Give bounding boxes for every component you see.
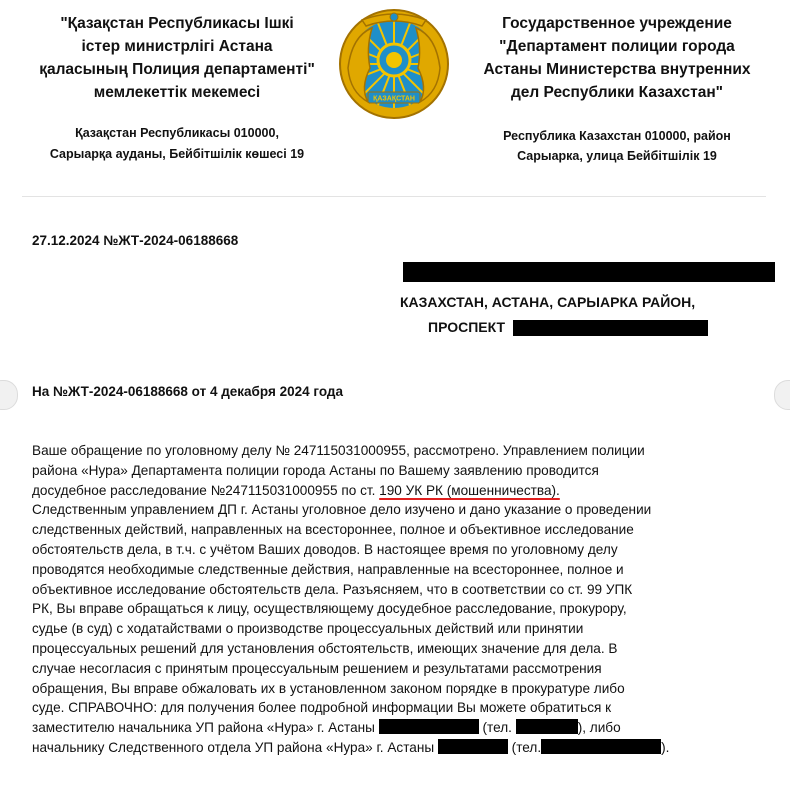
header-russian-line: Астаны Министерства внутренних xyxy=(483,61,751,78)
header-kazakh-line: "Қазақстан Республикасы Ішкі xyxy=(60,15,294,32)
body-line: объективное исследование обстоятельств дела. Разъясняем, что в соответствии со ст. 99 УПК xyxy=(32,581,633,597)
body-text: ). xyxy=(661,739,670,755)
header-kazakh-line: мемлекеттік мекемесі xyxy=(93,84,261,101)
recipient-address-line: КАЗАХСТАН, АСТАНА, САРЫАРКА РАЙОН, xyxy=(400,294,696,310)
state-emblem-icon xyxy=(338,8,450,120)
header-kazakh-title xyxy=(22,12,332,104)
recipient-street: ПРОСПЕКТ xyxy=(428,319,506,335)
address-line: Республика Казахстан 010000, район xyxy=(503,129,731,143)
body-line: обращения, Вы вправе обжаловать их в установленном законом порядке в прокуратуре либо xyxy=(32,680,625,696)
body-line: района «Нура» Департамента полиции города Астаны по Вашему заявлению проводится xyxy=(32,462,599,478)
header-russian-line: "Департамент полиции города xyxy=(499,38,735,55)
address-line: Сарыарқа ауданы, Бейбітшілік көшесі 19 xyxy=(49,147,305,161)
address-line: Сарыарка, улица Бейбітшілік 19 xyxy=(517,149,717,163)
emblem-inscription: ҚАЗАҚСТАН xyxy=(373,95,415,103)
header-russian-line: дел Республики Казахстан" xyxy=(510,84,724,101)
redacted-deputy-name xyxy=(379,719,479,734)
header-russian-title xyxy=(458,12,776,104)
header-divider xyxy=(22,196,766,197)
address-russian xyxy=(458,126,776,166)
body-line: следственных действий, направленных на всестороннее, полное и объективное исследование xyxy=(32,522,634,538)
header-kazakh-line: қаласының Полиция департаменті" xyxy=(39,61,315,78)
body-line: случае несогласия с принятым процессуальным решением и результатами рассмотрения xyxy=(32,660,602,676)
body-text: ), либо xyxy=(577,720,621,736)
header-russian-line: Государственное учреждение xyxy=(502,15,732,32)
redacted-phone xyxy=(516,719,578,734)
redacted-chief-name xyxy=(438,739,508,754)
body-line xyxy=(32,481,760,501)
letter-body xyxy=(32,441,760,758)
body-text: (тел. xyxy=(507,739,542,755)
body-line: Ваше обращение по уголовному делу № 247115031000955, рассмотрено. Управлением полиции xyxy=(32,443,645,458)
carousel-next-button[interactable] xyxy=(774,380,790,410)
redacted-street xyxy=(513,320,708,336)
body-text: заместителю начальника УП района «Нура» г. Астаны xyxy=(32,720,379,736)
body-line: проводятся необходимые следственные действия, направленные на всестороннее, полное и xyxy=(32,561,624,577)
recipient-address xyxy=(400,290,770,340)
recipient-address-line xyxy=(400,315,770,340)
body-line: суде. СПРАВОЧНО: для получения более подробной информации Вы можете обратиться к xyxy=(32,700,612,716)
article-highlight: 190 УК РК (мошенничества). xyxy=(379,482,560,498)
body-line: судье (в суд) с ходатайствами о производстве процессуальных действий или принятии xyxy=(32,621,584,637)
body-text: начальнику Следственного отдела УП района «Нура» г. Астаны xyxy=(32,739,438,755)
address-line: Қазақстан Республикасы 010000, xyxy=(75,126,279,140)
body-line: РК, Вы вправе обращаться к лицу, осуществляющему досудебное расследование, прокурору, xyxy=(32,601,627,617)
redacted-recipient-name xyxy=(403,262,775,282)
body-text: досудебное расследование №247115031000955 по ст. xyxy=(32,482,380,498)
address-kazakh xyxy=(22,123,332,165)
body-line xyxy=(32,738,760,758)
header-kazakh-line: істер министрлігі Астана xyxy=(81,38,273,55)
body-line: процессуальных решений для установления обстоятельств, имеющих значение для дела. В xyxy=(32,640,618,656)
body-line: Следственным управлением ДП г. Астаны уголовное дело изучено и дано указание о проведении xyxy=(32,502,652,518)
redacted-phone xyxy=(541,739,661,754)
reference-line: На №ЖТ-2024-06188668 от 4 декабря 2024 года xyxy=(32,384,343,399)
body-line: обстоятельств дела, в т.ч. с учётом Ваших доводов. В настоящее время по уголовному делу xyxy=(32,541,618,557)
carousel-prev-button[interactable] xyxy=(0,380,18,410)
body-line xyxy=(32,718,760,738)
date-and-number: 27.12.2024 №ЖТ-2024-06188668 xyxy=(32,233,239,248)
body-text: (тел. xyxy=(478,720,516,736)
